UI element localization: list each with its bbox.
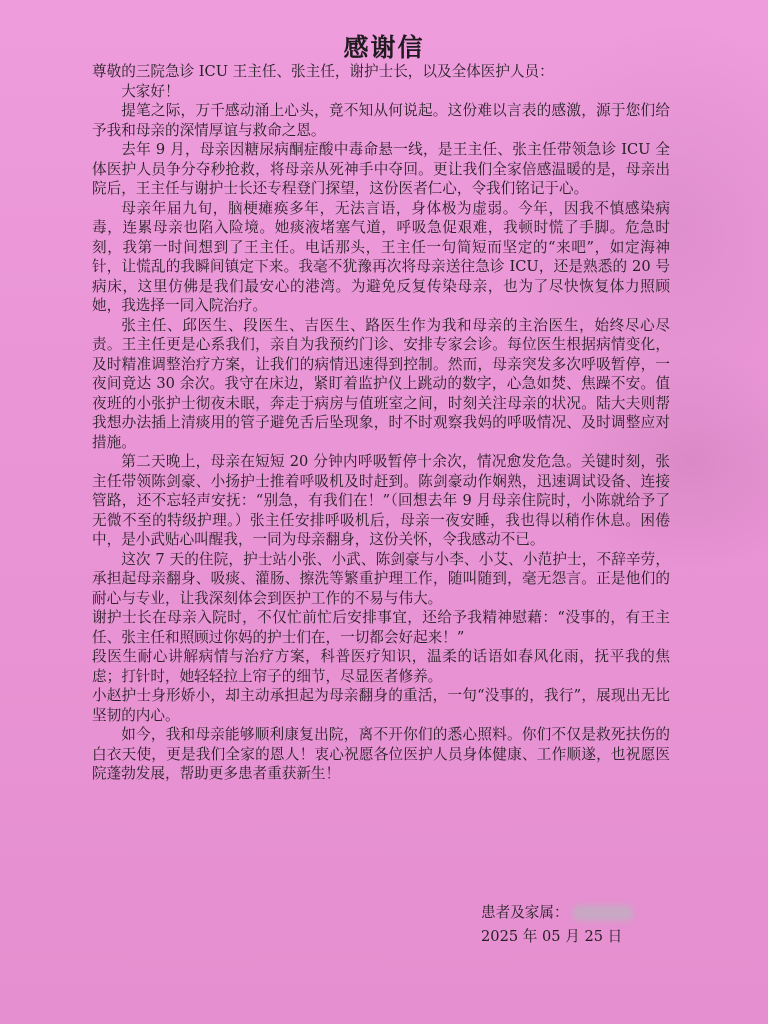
letter-body bbox=[92, 62, 670, 784]
signature-line bbox=[481, 901, 633, 925]
paragraph: 母亲年届九旬，脑梗瘫痪多年，无法言语，身体极为虚弱。今年，因我不慎感染病毒，连累母亲也陷入险境。她痰液堵塞气道，呼吸急促艰难，我顿时慌了手脚。危急时刻，我第一时间想到了王主任。电话那头，王主任一句简短而坚定的“来吧”，如定海神针，让慌乱的我瞬间镇定下来。我毫不犹豫再次将母亲送往急诊 ICU，还是熟悉的 20 号病床，这里仿佛是我们最安心的港湾。为避免反复传染母亲，也为了尽快恢复体力照顾她，我选择一同入院治疗。 bbox=[92, 199, 670, 314]
closing-paragraph: 如今，我和母亲能够顺利康复出院，离不开你们的悉心照料。你们不仅是救死扶伤的白衣天使，更是我们全家的恩人！衷心祝愿各位医护人员身体健康、工作顺遂，也祝愿医院蓬勃发展，帮助更多患者重获新生！ bbox=[92, 726, 670, 782]
paragraph: 第二天晚上，母亲在短短 20 分钟内呼吸暂停十余次，情况愈发危急。关键时刻，张主任带领陈剑豪、小扬护士推着呼吸机及时赶到。陈剑豪动作娴熟，迅速调试设备、连接管路，还不忘轻声安抚：“别急，有我们在！”（回想去年 9 月母亲住院时，小陈就给予了无微不至的特级护理。）张主任安排呼吸机后，母亲一夜安睡，我也得以稍作休息。困倦中，是小武贴心叫醒我，一同为母亲翻身，这份关怀，令我感动不已。 bbox=[92, 453, 670, 548]
paragraph: 提笔之际，万千感动涌上心头，竟不知从何说起。这份难以言表的感激，源于您们给予我和母亲的深情厚谊与救命之恩。 bbox=[92, 102, 670, 139]
letter-date: 2025 年 05 月 25 日 bbox=[481, 928, 623, 945]
paragraph-flush: 段医生耐心讲解病情与治疗方案，科普医疗知识，温柔的话语如春风化雨，抚平我的焦虑；打针时，她轻轻拉上帘子的细节，尽显医者修养。 bbox=[92, 648, 670, 685]
signature-label: 患者及家属： bbox=[481, 904, 569, 921]
redacted-name bbox=[573, 905, 633, 921]
paragraph: 张主任、邱医生、段医生、吉医生、路医生作为我和母亲的主治医生，始终尽心尽责。王主任更是心系我们，亲自为我预约门诊、安排专家会诊。每位医生根据病情变化，及时精准调整治疗方案，让我们的病情迅速得到控制。然而，母亲突发多次呼吸暂停，一夜间竟达 30 余次。我守在床边，紧盯着监护仪上跳动的数字，心急如焚、焦躁不安。值夜班的小张护士彻夜未眠，奔走于病房与值班室之间，时刻关注母亲的状况。陆大夫则帮我想办法插上清痰用的管子避免舌后坠现象，时不时观察我妈的呼吸情况、及时调整应对措施。 bbox=[92, 316, 670, 451]
paragraph-flush: 谢护士长在母亲入院时，不仅忙前忙后安排事宜，还给予我精神慰藉：“没事的，有王主任、张主任和照顾过你妈的护士们在，一切都会好起来！” bbox=[92, 609, 670, 646]
paragraph: 去年 9 月，母亲因糖尿病酮症酸中毒命悬一线，是王主任、张主任带领急诊 ICU 全体医护人员争分夺秒抢救，将母亲从死神手中夺回。更让我们全家倍感温暖的是，母亲出院后，王主任与谢护士长还专程登门探望，这份医者仁心，令我们铭记于心。 bbox=[92, 141, 670, 197]
greeting: 大家好！ bbox=[121, 82, 180, 100]
salutation: 尊敬的三院急诊 ICU 王主任、张主任，谢护士长，以及全体医护人员： bbox=[92, 63, 554, 80]
paragraph-flush: 小赵护士身形娇小，却主动承担起为母亲翻身的重活，一句“没事的，我行”，展现出无比坚韧的内心。 bbox=[92, 687, 670, 724]
letter-title: 感谢信 bbox=[343, 33, 425, 62]
paragraph: 这次 7 天的住院，护士站小张、小武、陈剑豪与小李、小艾、小范护士，不辞辛劳，承担起母亲翻身、吸痰、灌肠、擦洗等繁重护理工作，随叫随到，毫无怨言。正是他们的耐心与专业，让我深刻体会到医护工作的不易与伟大。 bbox=[92, 550, 670, 607]
signature-block bbox=[481, 901, 633, 949]
